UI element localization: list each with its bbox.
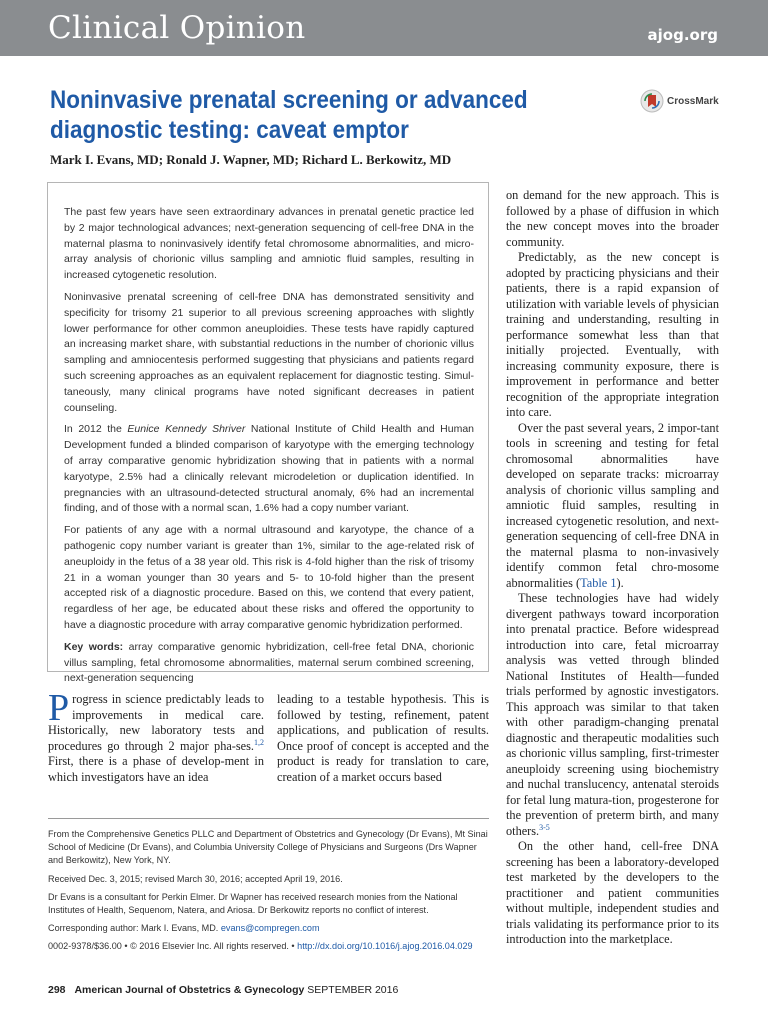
abstract-paragraph: Noninvasive prenatal screening of cell-free DNA has demonstrated sensitivity and specificity for trisomy 21 superior to all previous screening approaches with slightly lower performance for other common aneuploidies. These tests have rapidly captured an increasing market share, with substantial reductions in the number of chorionic villus sampling and amniocentesis performed suggesting that physicians and patients regard such screening approaches as an equivalent replacement for diagnostic testing. Simul-taneously, many clinical programs have noted significant decreases in patient counseling.: [64, 290, 474, 414]
table-link[interactable]: Table 1: [580, 575, 617, 590]
body-column-1: [48, 687, 264, 785]
body-paragraph: leading to a testable hypothesis. This is followed by testing, refinement, patent applications, and publication of results. Once proof of concept is accepted and the product is ready for translation to care, creation of a market occurs based: [277, 692, 489, 784]
crossmark-icon: [640, 88, 664, 114]
disclosure-note: Dr Evans is a consultant for Perkin Elmer. Dr Wapner has received research monies from the National Institutes of Health, Sequenom, Natera, and Ariosa. Dr Berkowitz reports no conflict of interest.: [48, 891, 458, 916]
intro-paragraph: [48, 687, 264, 785]
abstract-text: National Institute of Child Health and Human Development funded a blinded comparison of karyotype with the emerging technology of array comparative genomic hybridization showing that in patients with a normal karyotype, 2.5% had a clinically relevant microdeletion or duplication identified. In pregnancies with an ultrasound-detected structural anomaly, 6% had an incremental finding, and of those with a normal scan, 1.6% had a copy number variant.: [64, 423, 474, 515]
email-link[interactable]: evans@compregen.com: [220, 923, 320, 934]
copyright-note: [48, 940, 490, 953]
section-title: Clinical Opinion: [48, 10, 306, 46]
received-note: Received Dec. 3, 2015; revised March 30, 2016; accepted April 19, 2016.: [48, 873, 343, 884]
copyright-text: 0002-9378/$36.00 • © 2016 Elsevier Inc. All rights reserved. •: [48, 941, 298, 952]
body-text: These technologies have had widely divergent pathways toward incorporation into prenatal practice. Before widespread introduction into care, fetal microarray analysis was vetted through blinded National Institutes of Health—funded trials performed by agnostic investigators. This approach was similar to that taken with other paradigm-changing prenatal diagnostic and therapeutic modalities such as chorionic villus sampling, first-trimester aneuploidy screening using biochemistry and nuchal translucency, antenatal steroids for fetal lung matura-tion, progesterone for the prevention of preterm birth, and many others.: [506, 591, 719, 838]
crossmark-label: CrossMark: [667, 95, 719, 107]
abstract-box: [47, 182, 489, 685]
abstract-paragraph: The past few years have seen extraordinary advances in prenatal genetic practice led by 2 major technological advances; next-generation sequencing of cell-free DNA in the maternal plasma to noninvasively identify fetal chromosome abnormalities, and micro-array analysis of chorionic villus sampling and amniotic fluid samples, resulting in increased cytogenetic resolution.: [64, 206, 474, 282]
crossmark-badge[interactable]: [640, 87, 719, 115]
affiliation-note: From the Comprehensive Genetics PLLC and Department of Obstetrics and Gynecology (Dr Evans), Mt Sinai School of Medicine (Dr Evans), and Columbia University College of Physicians and Surgeons (Drs Wapner and Berkowitz), New York, NY.: [48, 829, 488, 866]
article-title: Noninvasive prenatal screening or advanced diagnostic testing: caveat emptor: [50, 86, 528, 144]
reference-link[interactable]: 1,2: [254, 737, 264, 747]
reference-link[interactable]: 3-5: [539, 822, 550, 832]
keywords: [64, 640, 474, 687]
author-list: Mark I. Evans, MD; Ronald J. Wapner, MD; Richard L. Berkowitz, MD: [50, 152, 452, 167]
keywords-label: Key words:: [64, 640, 124, 653]
body-text: ).: [616, 575, 624, 590]
keywords-text: array comparative genomic hybridization, cell-free fetal DNA, chorionic villus sampling, fetal chromosome abnormalities, maternal serum combined screening, next-generation sequencing: [64, 640, 474, 685]
abstract-text: In 2012 the: [64, 423, 128, 436]
issue-date: SEPTEMBER 2016: [307, 984, 399, 996]
header-bar: [0, 0, 768, 56]
abstract-paragraph: [64, 422, 474, 517]
corresponding-note: [48, 922, 490, 935]
corresponding-text: Corresponding author: Mark I. Evans, MD.: [48, 923, 221, 934]
body-paragraph: Predictably, as the new concept is adopted by practicing physicians and their patients, there is a rapid expansion of utilization with variable levels of physician training and understanding, resulting in performance somewhat less than that initially projected. Eventually, with increasing community exposure, there is improvement in performance and better recognition of the appropriate integration into care.: [506, 250, 719, 419]
body-text: First, there is a phase of develop-ment in which investigators have an idea: [48, 754, 264, 784]
page-number: 298: [48, 984, 66, 996]
body-paragraph: on demand for the new approach. This is followed by a phase of diffusion in which the new concept moves into the broader community.: [506, 188, 719, 249]
body-paragraph: [506, 591, 719, 839]
body-paragraph: On the other hand, cell-free DNA screening has been a laboratory-developed test marketed by the developers to the practitioner and patient communities without multiple, independent studies and trials validating its performance prior to its introduction into the marketplace.: [506, 839, 719, 946]
body-column-3: [506, 188, 719, 948]
body-paragraph: [506, 421, 719, 592]
abstract-paragraph: For patients of any age with a normal ultrasound and karyotype, the chance of a pathogenic copy number variant is greater than 1%, similar to the age-related risk of aneuploidy in the fetus of a 38 year old. This risk is 4-fold higher than the risk of trisomy 21 in a woman younger than 30 years and 5- to 10-fold higher than the present accepted risk of a diagnostic procedure. Based on this, we contend that every patient, regardless of her age, be educated about these risks and offered the opportunity to have a diagnostic procedure with array comparative genomic hybridization performed.: [64, 524, 474, 631]
footnotes: [48, 828, 490, 959]
body-column-2: [277, 692, 489, 785]
doi-link[interactable]: http://dx.doi.org/10.1016/j.ajog.2016.04.029: [297, 941, 473, 952]
footnote-divider: [48, 818, 489, 819]
site-link[interactable]: ajog.org: [647, 26, 718, 44]
body-text: Over the past several years, 2 impor-tant tools in screening and testing for fetal chromosomal abnormalities have developed on separate tracks: microarray analysis of chorionic villus sampling and amniotic fluid samples, resulting in increased cytogenetic resolution, and next-generation sequencing of cell-free DNA in the maternal plasma to non-invasively identify common fetal chro-mosome abnormalities (: [506, 420, 719, 590]
journal-name: American Journal of Obstetrics & Gynecology: [74, 984, 305, 996]
page-footer: [48, 984, 398, 996]
body-text: rogress in science predictably leads to improvements in medical care. Historically, new laboratory tests and procedures go through 2 major pha-ses.: [48, 692, 264, 753]
abstract-emphasis: Eunice Kennedy Shriver: [127, 423, 246, 436]
drop-cap: P: [48, 687, 70, 729]
